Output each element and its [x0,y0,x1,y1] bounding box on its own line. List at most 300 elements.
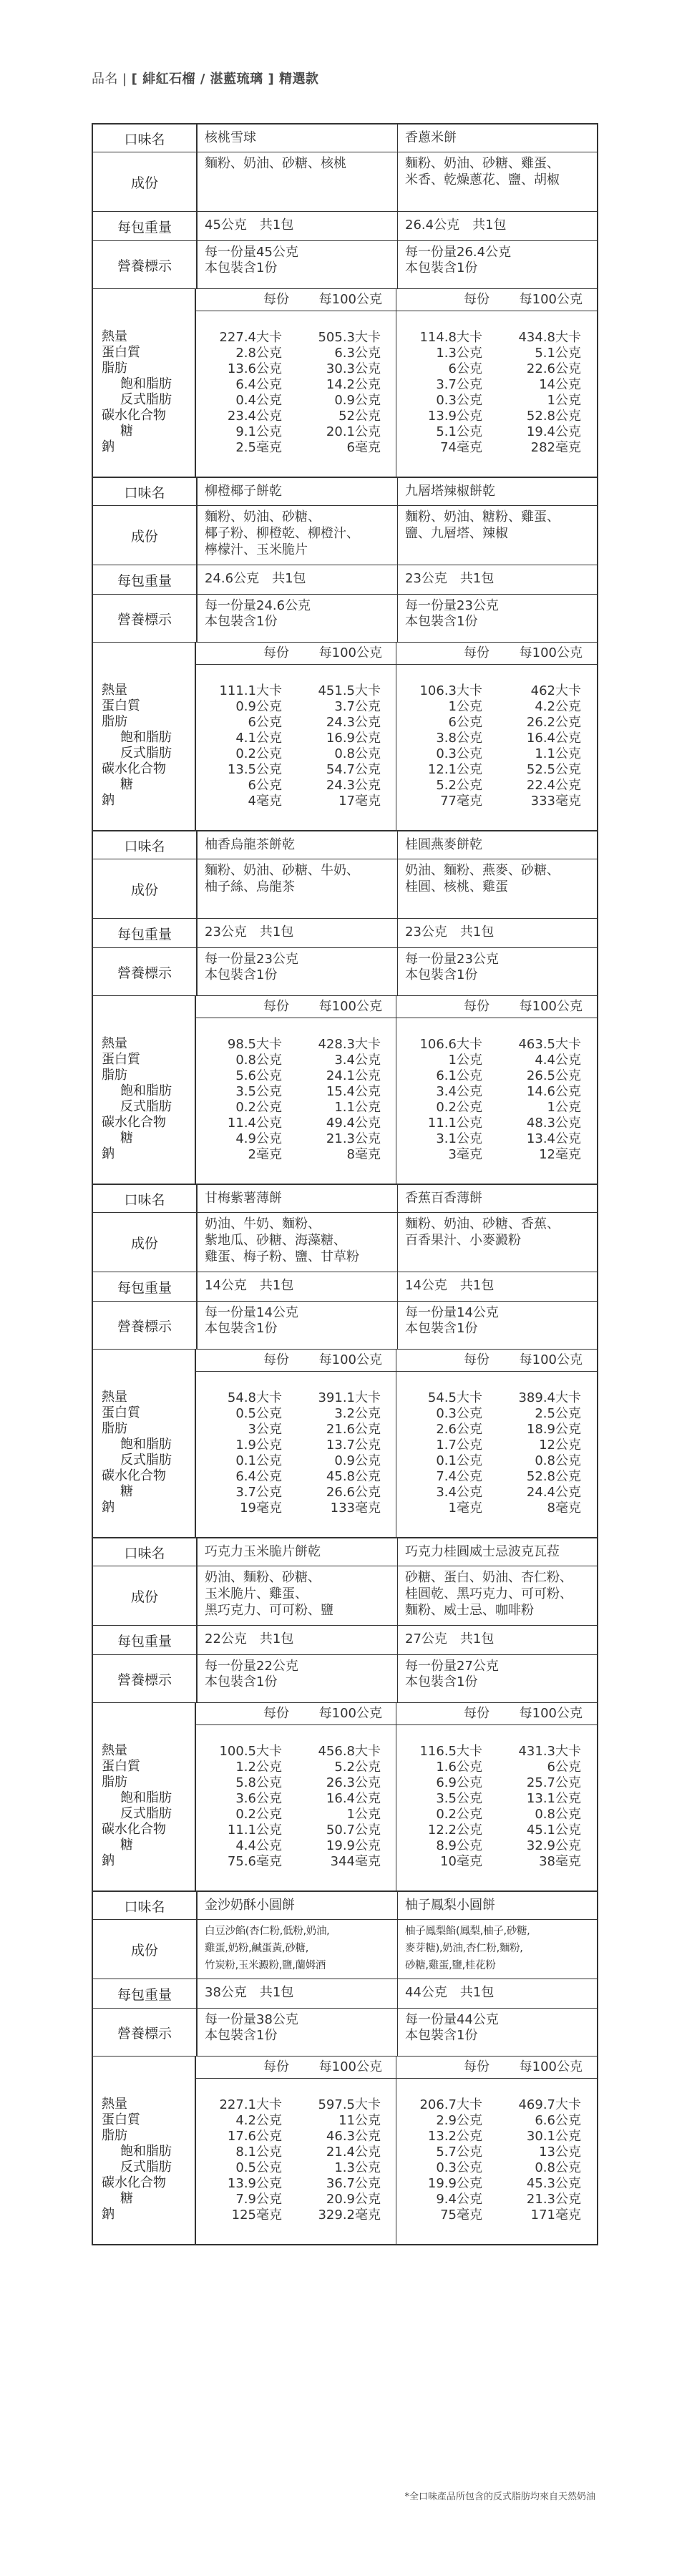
ingredients-row [93,1566,597,1626]
ingredients-line: 麵粉、奶油、砂糖、 [205,509,321,525]
nutrient-row [196,377,396,393]
per-serving-value: 2.9公克 [436,2113,482,2128]
serving-cell [198,241,397,288]
serving-line: 每一份量45公克 [205,245,298,260]
per-100g-value: 19.4公克 [526,424,581,439]
product-block [93,478,597,831]
ingredients-line: 百香果汁、小麥澱粉 [405,1233,521,1248]
weight-label: 每包重量 [93,1979,198,2008]
per-100g-value: 1.1公克 [334,1100,381,1115]
weight-value: 45公克 共1包 [205,218,294,233]
per-100g-value: 12毫克 [539,1147,581,1162]
nutrient-row [196,699,396,715]
product-block [93,831,597,1185]
serving-line: 每一份量22公克 [205,1659,298,1674]
flavor-row [93,1185,597,1213]
per-100g-value: 16.9公克 [326,731,381,746]
per-serving-value: 227.1大卡 [219,2097,282,2112]
nutrition-values [196,1725,396,1870]
per-serving-value: 6.4公克 [235,1469,282,1484]
nutrient-row [396,1390,597,1406]
ingredients-label: 成份 [93,1566,198,1625]
per-100g-value: 0.9公克 [334,1453,381,1468]
nutrient-row [396,715,597,731]
per-100g-value: 18.9公克 [526,1422,581,1437]
nutrient-label: 飽和脂肪 [120,376,172,391]
per-serving-value: 4.2公克 [235,2113,282,2128]
nutrient-row [196,1084,396,1100]
nutrient-label: 糖 [120,1131,133,1146]
nutrition-header [196,1350,396,1372]
serving-cell [397,241,598,288]
ingredients-row [93,1920,597,1979]
nutrient-row [196,746,396,762]
per-serving-value: 2.5毫克 [235,440,282,455]
product-block [93,1892,597,2245]
nutrient-row [396,1854,597,1870]
serving-line: 每一份量44公克 [405,2012,499,2027]
per-serving-header: 每份 [263,1706,289,1721]
per-100g-value: 4.4公克 [535,1053,581,1068]
per-100g-value: 13.7公克 [326,1438,381,1453]
nutrition-values [396,311,597,456]
per-100g-value: 22.6公克 [526,361,581,376]
serving-label: 營養標示 [93,595,198,642]
ingredients-cell [397,506,598,565]
per-serving-value: 1.9公克 [235,1438,282,1453]
nutrient-row [196,2207,396,2223]
flavor-name: 核桃雪球 [205,130,256,145]
nutrient-row [396,424,597,440]
per-100g-value: 16.4公克 [326,1791,381,1806]
nutrient-labels [93,643,196,830]
weight-label: 每包重量 [93,212,198,240]
nutrient-row [396,1422,597,1438]
nutrient-label: 糖 [120,1484,133,1499]
nutrient-row [196,361,396,377]
nutrient-row [396,699,597,715]
nutrition-header [196,1703,396,1725]
nutrient-row [396,778,597,794]
serving-cell [198,595,397,642]
nutrient-row [396,346,597,361]
weight-value: 38公克 共1包 [205,1985,294,2000]
ingredients-line: 桂圓、核桃、雞蛋 [405,879,508,894]
nutrient-row [396,1116,597,1131]
per-serving-value: 1.2公克 [235,1760,282,1775]
ingredients-cell [198,1213,397,1272]
serving-line: 每一份量23公克 [405,952,499,967]
nutrient-row [396,2207,597,2223]
serving-line: 本包裝含1份 [205,260,278,275]
per-serving-header: 每份 [464,1352,489,1367]
per-serving-value: 3.5公克 [436,1791,482,1806]
nutrition-cell [196,289,396,477]
nutrition-cell [396,643,597,830]
nutrient-label: 鈉 [102,1146,114,1161]
serving-line: 本包裝含1份 [205,614,278,629]
flavor-name: 甘梅紫薯薄餅 [205,1191,282,1206]
serving-line: 本包裝含1份 [205,1321,278,1336]
ingredients-line: 椰子粉、柳橙乾、柳橙汁、 [205,526,359,541]
per-serving-header: 每份 [464,1706,489,1721]
serving-line: 每一份量23公克 [405,598,499,613]
nutrient-row [196,715,396,731]
nutrient-label: 飽和脂肪 [120,1790,172,1805]
per-serving-value: 0.2公克 [235,1807,282,1822]
per-serving-value: 54.8大卡 [227,1390,282,1405]
nutrient-row [196,2192,396,2207]
serving-cell [397,1655,598,1702]
nutrient-row [196,1823,396,1838]
ingredients-line: 奶油、麵粉、燕麥、砂糖、 [405,863,560,878]
serving-cell [397,1302,598,1349]
per-100g-value: 52.5公克 [526,762,581,777]
per-100g-header: 每100公克 [519,1352,583,1367]
per-100g-value: 11公克 [338,2113,381,2128]
nutrient-label: 糖 [120,1838,133,1853]
per-serving-value: 0.3公克 [436,393,482,408]
nutrient-label: 碳水化合物 [102,1822,166,1837]
ingredients-line: 竹炭粉,玉米澱粉,鹽,蘭姆酒 [205,1960,326,1971]
per-serving-value: 3.6公克 [235,1791,282,1806]
ingredients-line: 柚子鳳梨餡(鳳梨,柚子,砂糖, [405,1926,530,1937]
nutrient-row [196,1485,396,1501]
nutrient-row [396,794,597,809]
nutrient-row [396,1068,597,1084]
nutrient-row [196,2129,396,2145]
per-serving-header: 每份 [464,2059,489,2074]
nutrient-label: 飽和脂肪 [120,730,172,745]
per-100g-value: 17毫克 [338,794,381,809]
nutrition-row [93,1350,597,1538]
flavor-label: 口味名 [93,1185,198,1212]
per-serving-value: 100.5大卡 [219,1744,282,1759]
per-serving-value: 11.4公克 [227,1116,282,1131]
ingredients-row [93,506,597,565]
serving-cell [198,2009,397,2056]
per-serving-value: 106.3大卡 [419,683,482,698]
per-serving-value: 4毫克 [248,794,282,809]
serving-line: 本包裝含1份 [405,2028,478,2043]
per-100g-value: 26.3公克 [326,1775,381,1790]
per-100g-value: 133毫克 [330,1501,381,1516]
per-serving-value: 0.9公克 [235,699,282,714]
per-100g-value: 8毫克 [346,1147,381,1162]
per-serving-value: 3.1公克 [436,1131,482,1146]
per-serving-value: 12.2公克 [427,1823,482,1838]
per-100g-value: 52公克 [338,409,381,424]
per-serving-value: 6公克 [248,715,282,730]
serving-line: 本包裝含1份 [405,1321,478,1336]
per-serving-value: 3.5公克 [235,1084,282,1099]
weight-row [93,1272,597,1302]
per-serving-header: 每份 [464,645,489,660]
nutrient-label: 反式脂肪 [120,392,172,407]
per-100g-header: 每100公克 [519,2059,583,2074]
per-100g-value: 46.3公克 [326,2129,381,2144]
nutrition-values [396,1725,597,1870]
footnote: *全口味產品所包含的反式脂肪均來自天然奶油 [404,2492,595,2502]
nutrient-row [196,1807,396,1823]
per-serving-header: 每份 [464,292,489,307]
per-serving-value: 0.1公克 [235,1453,282,1468]
nutrition-table [92,123,598,2245]
serving-line: 每一份量24.6公克 [205,598,311,613]
per-serving-value: 3.8公克 [436,731,482,746]
flavor-row [93,125,597,152]
nutrition-values [196,665,396,809]
per-serving-value: 13.9公克 [227,2176,282,2191]
per-100g-header: 每100公克 [519,292,583,307]
per-serving-value: 4.9公克 [235,1131,282,1146]
ingredients-line: 麥芽糖),奶油,杏仁粉,麵粉, [405,1943,523,1954]
per-100g-value: 52.8公克 [526,1469,581,1484]
product-block [93,125,597,478]
per-100g-value: 54.7公克 [326,762,381,777]
nutrient-row [396,393,597,409]
ingredients-cell [397,1213,598,1272]
nutrient-row [396,1131,597,1147]
per-100g-value: 0.8公克 [535,2160,581,2175]
serving-line: 本包裝含1份 [205,1674,278,1689]
ingredients-line: 砂糖、蛋白、奶油、杏仁粉、 [405,1570,572,1585]
per-serving-value: 6公克 [448,715,482,730]
ingredients-cell [397,1566,598,1625]
ingredients-cell [397,859,598,918]
weight-value: 44公克 共1包 [397,1979,598,2008]
flavor-row [93,1538,597,1566]
per-serving-value: 23.4公克 [227,409,282,424]
per-serving-value: 6公克 [448,361,482,376]
per-100g-value: 462大卡 [530,683,581,698]
nutrition-values [196,1018,396,1163]
per-serving-value: 9.4公克 [436,2192,482,2207]
ingredients-line: 桂圓乾、黑巧克力、可可粉、 [405,1586,572,1601]
serving-label: 營養標示 [93,2009,198,2056]
per-serving-value: 3.7公克 [235,1485,282,1500]
flavor-name: 香蕉百香薄餅 [397,1185,598,1212]
flavor-label: 口味名 [93,831,198,859]
nutrient-row [396,1453,597,1469]
per-100g-value: 428.3大卡 [318,1037,381,1052]
flavor-label: 口味名 [93,1538,198,1566]
nutrient-label: 脂肪 [102,1775,127,1790]
per-100g-value: 2.5公克 [535,1406,581,1421]
weight-row [93,919,597,948]
ingredients-row [93,152,597,212]
serving-row [93,1302,597,1350]
nutrient-row [196,440,396,456]
nutrient-label: 碳水化合物 [102,1468,166,1483]
per-100g-value: 597.5大卡 [318,2097,381,2112]
per-serving-value: 0.4公克 [235,393,282,408]
per-serving-value: 7.4公克 [436,1469,482,1484]
per-serving-value: 13.2公克 [427,2129,482,2144]
per-100g-header: 每100公克 [318,999,382,1014]
nutrient-row [196,762,396,778]
serving-line: 本包裝含1份 [405,614,478,629]
per-100g-value: 21.4公克 [326,2145,381,2160]
weight-value: 22公克 共1包 [205,1631,294,1646]
per-100g-value: 16.4公克 [526,731,581,746]
per-serving-value: 6公克 [248,778,282,793]
ingredients-cell [198,152,397,211]
per-100g-value: 344毫克 [330,1854,381,1869]
per-serving-value: 1公克 [448,1053,482,1068]
per-100g-value: 45.1公克 [526,1823,581,1838]
per-serving-value: 4.4公克 [235,1838,282,1853]
weight-row [93,212,597,241]
per-100g-value: 24.3公克 [326,778,381,793]
nutrient-label: 脂肪 [102,714,127,729]
nutrient-row [196,1131,396,1147]
nutrient-row [396,1760,597,1775]
per-serving-value: 106.6大卡 [419,1037,482,1052]
nutrient-labels [93,289,196,477]
per-serving-value: 116.5大卡 [419,1744,482,1759]
nutrient-label: 飽和脂肪 [120,2144,172,2159]
per-serving-value: 2.6公克 [436,1422,482,1437]
nutrient-label: 鈉 [102,2207,114,2222]
per-100g-value: 463.5大卡 [518,1037,581,1052]
nutrition-header [196,643,396,665]
nutrition-row [93,1703,597,1892]
ingredients-line: 奶油、牛奶、麵粉、 [205,1216,321,1231]
nutrient-row [396,1147,597,1163]
per-100g-value: 4.2公克 [535,699,581,714]
per-serving-value: 19毫克 [240,1501,282,1516]
nutrient-row [396,1100,597,1116]
per-serving-value: 0.5公克 [235,2160,282,2175]
per-serving-value: 8.1公克 [235,2145,282,2160]
per-serving-value: 8.9公克 [436,1838,482,1853]
per-serving-value: 111.1大卡 [219,683,282,698]
per-100g-value: 15.4公克 [326,1084,381,1099]
per-100g-header: 每100公克 [318,292,382,307]
nutrient-label: 熱量 [102,1390,127,1405]
ingredients-line: 雞蛋、梅子粉、鹽、甘草粉 [205,1249,359,1264]
nutrient-label: 反式脂肪 [120,746,172,761]
nutrition-values [396,665,597,809]
per-serving-value: 6.1公克 [436,1068,482,1083]
header-label: 品名 [92,72,118,87]
per-serving-header: 每份 [263,999,289,1014]
nutrition-row [93,643,597,831]
product-block [93,1185,597,1538]
per-100g-value: 282毫克 [530,440,581,455]
per-100g-value: 1公克 [547,393,581,408]
per-100g-value: 24.4公克 [526,1485,581,1500]
nutrient-row [196,1791,396,1807]
per-serving-value: 5.8公克 [235,1775,282,1790]
per-100g-value: 1公克 [346,1807,381,1822]
per-100g-value: 0.9公克 [334,393,381,408]
nutrient-label: 飽和脂肪 [120,1083,172,1098]
per-100g-value: 49.4公克 [326,1116,381,1131]
nutrient-row [396,1084,597,1100]
nutrition-cell [196,1703,396,1890]
per-serving-value: 13.9公克 [427,409,482,424]
per-100g-value: 45.3公克 [526,2176,581,2191]
per-100g-header: 每100公克 [318,1706,382,1721]
nutrient-label: 脂肪 [102,361,127,376]
per-serving-value: 75.6毫克 [227,1854,282,1869]
nutrient-row [396,762,597,778]
nutrient-row [196,1854,396,1870]
weight-value: 14公克 共1包 [397,1272,598,1301]
per-100g-header: 每100公克 [519,645,583,660]
ingredients-label: 成份 [93,859,198,918]
per-100g-value: 6.3公克 [334,346,381,361]
serving-row [93,948,597,996]
per-100g-value: 19.9公克 [326,1838,381,1853]
per-100g-value: 22.4公克 [526,778,581,793]
per-serving-value: 3.4公克 [436,1485,482,1500]
nutrient-row [196,1838,396,1854]
flavor-name: 桂圓燕麥餅乾 [397,831,598,859]
per-serving-header: 每份 [263,1352,289,1367]
nutrition-header [396,2057,597,2079]
per-100g-value: 431.3大卡 [518,1744,581,1759]
per-serving-value: 125毫克 [231,2207,282,2223]
serving-line: 每一份量26.4公克 [405,245,512,260]
per-100g-value: 505.3大卡 [318,330,381,345]
nutrient-label: 反式脂肪 [120,1806,172,1821]
nutrient-row [396,2097,597,2113]
nutrient-row [396,1501,597,1516]
per-100g-value: 13.4公克 [526,1131,581,1146]
nutrition-values [396,1372,597,1516]
weight-value: 26.4公克 共1包 [397,212,598,240]
per-100g-value: 456.8大卡 [318,1744,381,1759]
per-100g-header: 每100公克 [519,999,583,1014]
per-100g-header: 每100公克 [519,1706,583,1721]
nutrient-label: 熱量 [102,1036,127,1051]
per-100g-value: 20.9公克 [326,2192,381,2207]
ingredients-line: 麵粉、奶油、砂糖、香蕉、 [405,1216,560,1231]
per-serving-value: 1.3公克 [436,346,482,361]
ingredients-line: 米香、乾燥蔥花、鹽、胡椒 [405,172,560,187]
weight-value: 23公克 共1包 [397,565,598,594]
nutrient-row [196,731,396,746]
nutrition-values [196,311,396,456]
nutrient-row [396,2192,597,2207]
per-serving-value: 74毫克 [440,440,482,455]
per-serving-value: 3公克 [248,1422,282,1437]
serving-row [93,1655,597,1703]
weight-row [93,1979,597,2009]
serving-line: 每一份量38公克 [205,2012,298,2027]
nutrient-row [396,2145,597,2160]
per-serving-value: 12.1公克 [427,762,482,777]
nutrient-label: 鈉 [102,1853,114,1868]
serving-label: 營養標示 [93,1302,198,1349]
per-100g-value: 0.8公克 [535,1453,581,1468]
ingredients-line: 檸檬汁、玉米脆片 [205,542,308,557]
weight-row [93,1626,597,1655]
per-100g-value: 32.9公克 [526,1838,581,1853]
nutrition-values [396,1018,597,1163]
nutrient-row [396,746,597,762]
nutrient-label: 蛋白質 [102,2112,140,2127]
nutrient-labels [93,2057,196,2244]
nutrient-row [196,346,396,361]
weight-value: 14公克 共1包 [205,1278,294,1293]
nutrient-row [396,1485,597,1501]
ingredients-line: 麵粉、奶油、砂糖、核桃 [205,156,346,171]
nutrient-labels [93,1350,196,1537]
